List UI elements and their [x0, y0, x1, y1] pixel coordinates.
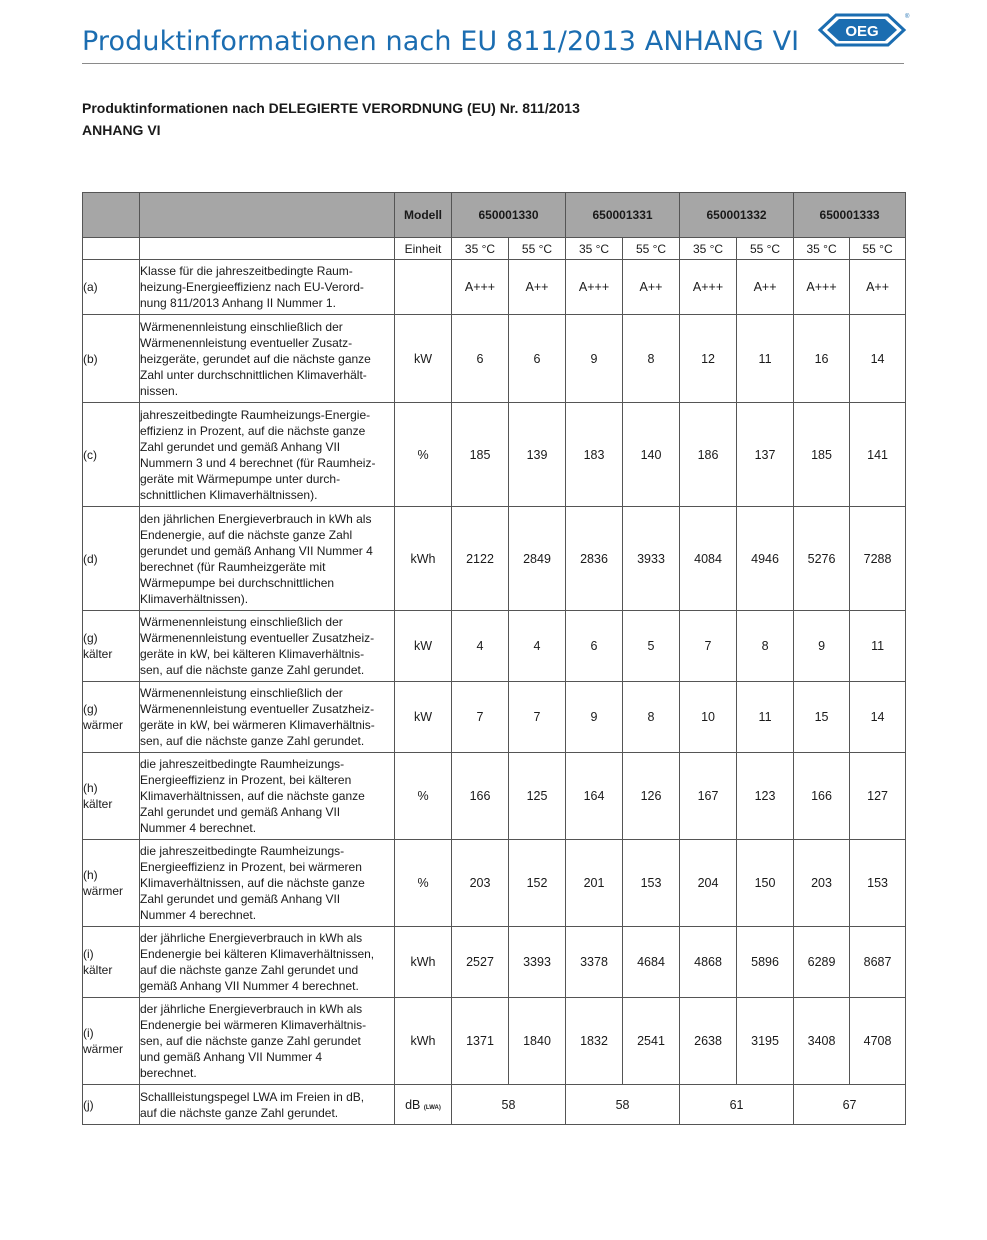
document-subtitle: [82, 97, 580, 141]
temperature-label: 55 °C: [509, 238, 566, 260]
row-code: (i): [83, 1026, 94, 1040]
value-cell: 1832: [566, 998, 623, 1085]
row-code-cell: [83, 507, 140, 611]
row-climate-label: kälter: [83, 963, 113, 977]
value-cell: 7288: [850, 507, 906, 611]
value-cell: 2849: [509, 507, 566, 611]
row-code: (h): [83, 868, 98, 882]
value-cell: 8: [623, 682, 680, 753]
header-blank-cell: [83, 193, 140, 238]
row-unit-subscript: (LWA): [423, 1104, 441, 1111]
subtitle-line-2: ANHANG VI: [82, 122, 161, 138]
row-climate-label: wärmer: [83, 1042, 124, 1056]
value-cell: 16: [794, 315, 850, 403]
row-code: (g): [83, 702, 98, 716]
row-code-cell: [83, 611, 140, 682]
value-cell: 137: [737, 403, 794, 507]
value-cell: 5: [623, 611, 680, 682]
row-unit-cell: [395, 1085, 452, 1125]
row-code-cell: [83, 927, 140, 998]
row-code: (h): [83, 781, 98, 795]
blank-cell: [83, 238, 140, 260]
value-cell: 4684: [623, 927, 680, 998]
value-cell: 166: [452, 753, 509, 840]
value-cell: 4: [509, 611, 566, 682]
table-row: [83, 611, 906, 682]
value-cell: 58: [452, 1085, 566, 1125]
row-code-cell: [83, 998, 140, 1085]
row-description: jahreszeitbedingte Raumheizungs-Energie- effizienz in Prozent, auf die nächste ganze Zahl gerundet und gemäß Anhang VII Nummern 3 und 4 berechnet (für Raumheiz- geräte mit Wärmepumpe unter durch- schnittlichen Klimaverhältnissen).: [140, 403, 395, 507]
model-number: 650001333: [794, 193, 906, 238]
value-cell: 153: [623, 840, 680, 927]
value-cell: 15: [794, 682, 850, 753]
value-cell: 11: [737, 315, 794, 403]
row-code: (c): [83, 447, 97, 462]
value-cell: 164: [566, 753, 623, 840]
value-cell: 4708: [850, 998, 906, 1085]
table-row: [83, 682, 906, 753]
row-code: (d): [83, 551, 98, 566]
value-cell: 14: [850, 682, 906, 753]
header-divider: [82, 63, 904, 64]
product-info-table: [82, 192, 906, 1125]
row-code: (b): [83, 351, 98, 366]
row-description: die jahreszeitbedingte Raumheizungs- Energieeffizienz in Prozent, bei wärmeren Klimaverhältnissen, auf die nächste ganze Zahl gerundet und gemäß Anhang VII Nummer 4 berechnet.: [140, 840, 395, 927]
row-description: die jahreszeitbedingte Raumheizungs- Energieeffizienz in Prozent, bei kälteren Klimaverhältnissen, auf die nächste ganze Zahl gerundet und gemäß Anhang VII Nummer 4 berechnet.: [140, 753, 395, 840]
row-code: (g): [83, 631, 98, 645]
value-cell: 61: [680, 1085, 794, 1125]
value-cell: 8687: [850, 927, 906, 998]
value-cell: 3933: [623, 507, 680, 611]
temperature-row: [83, 238, 906, 260]
row-unit: %: [395, 403, 452, 507]
value-cell: A++: [509, 260, 566, 315]
value-cell: 167: [680, 753, 737, 840]
table-row: [83, 507, 906, 611]
value-cell: 6: [452, 315, 509, 403]
value-cell: 1840: [509, 998, 566, 1085]
row-unit: kWh: [395, 998, 452, 1085]
value-cell: 58: [566, 1085, 680, 1125]
row-code-cell: [83, 753, 140, 840]
value-cell: 127: [850, 753, 906, 840]
temperature-label: 35 °C: [794, 238, 850, 260]
value-cell: 7: [509, 682, 566, 753]
row-description: Schallleistungspegel LWA im Freien in dB, auf die nächste ganze Zahl gerundet.: [140, 1085, 395, 1125]
row-climate-label: wärmer: [83, 718, 124, 732]
value-cell: A+++: [566, 260, 623, 315]
row-description: der jährliche Energieverbrauch in kWh als Endenergie bei kälteren Klimaverhältnissen, auf die nächste ganze Zahl gerundet und gemäß Anhang VII Nummer 4 berechnet.: [140, 927, 395, 998]
value-cell: 6: [509, 315, 566, 403]
value-cell: 11: [737, 682, 794, 753]
row-description: Wärmenennleistung einschließlich der Wärmenennleistung eventueller Zusatz- heizgeräte, gerundet auf die nächste ganze Zahl unter durchschnittlichen Klimaverhält- nissen.: [140, 315, 395, 403]
value-cell: 201: [566, 840, 623, 927]
table-row: [83, 403, 906, 507]
row-unit: %: [395, 840, 452, 927]
table-row: [83, 753, 906, 840]
oeg-logo: [816, 12, 908, 48]
model-number: 650001332: [680, 193, 794, 238]
value-cell: 9: [566, 682, 623, 753]
value-cell: A+++: [794, 260, 850, 315]
value-cell: 5276: [794, 507, 850, 611]
value-cell: 125: [509, 753, 566, 840]
value-cell: 152: [509, 840, 566, 927]
value-cell: 6289: [794, 927, 850, 998]
table-row: [83, 315, 906, 403]
row-code-cell: [83, 403, 140, 507]
subtitle-line-1: Produktinformationen nach DELEGIERTE VERORDNUNG (EU) Nr. 811/2013: [82, 100, 580, 116]
value-cell: 4946: [737, 507, 794, 611]
row-climate-label: wärmer: [83, 884, 124, 898]
temperature-label: 55 °C: [737, 238, 794, 260]
value-cell: 14: [850, 315, 906, 403]
value-cell: 1371: [452, 998, 509, 1085]
value-cell: 186: [680, 403, 737, 507]
value-cell: 11: [850, 611, 906, 682]
row-climate-label: kälter: [83, 647, 113, 661]
row-unit: kW: [395, 315, 452, 403]
row-climate-label: kälter: [83, 797, 113, 811]
row-unit: kW: [395, 611, 452, 682]
unit-label: Einheit: [395, 238, 452, 260]
logo-registered-mark: ®: [905, 14, 910, 20]
value-cell: 4084: [680, 507, 737, 611]
value-cell: 4868: [680, 927, 737, 998]
row-description: Klasse für die jahreszeitbedingte Raum- heizung-Energieeffizienz nach EU-Verord- nung 811/2013 Anhang II Nummer 1.: [140, 260, 395, 315]
value-cell: 8: [623, 315, 680, 403]
value-cell: 6: [566, 611, 623, 682]
model-number: 650001330: [452, 193, 566, 238]
value-cell: 2527: [452, 927, 509, 998]
row-code-cell: [83, 260, 140, 315]
value-cell: 3378: [566, 927, 623, 998]
value-cell: 4: [452, 611, 509, 682]
value-cell: 12: [680, 315, 737, 403]
row-unit: kW: [395, 682, 452, 753]
row-code-cell: [83, 682, 140, 753]
value-cell: 150: [737, 840, 794, 927]
value-cell: 185: [794, 403, 850, 507]
row-code-cell: [83, 840, 140, 927]
value-cell: 8: [737, 611, 794, 682]
page-title: Produktinformationen nach EU 811/2013 ANHANG VI: [82, 26, 800, 57]
value-cell: 3408: [794, 998, 850, 1085]
table-row: [83, 260, 906, 315]
temperature-label: 35 °C: [680, 238, 737, 260]
row-unit: [395, 260, 452, 315]
row-code: (j): [83, 1085, 140, 1125]
value-cell: 204: [680, 840, 737, 927]
row-description: Wärmenennleistung einschließlich der Wärmenennleistung eventueller Zusatzheiz- geräte in kW, bei wärmeren Klimaverhältnis- sen, auf die nächste ganze Zahl gerundet.: [140, 682, 395, 753]
table-row: [83, 998, 906, 1085]
row-description: Wärmenennleistung einschließlich der Wärmenennleistung eventueller Zusatzheiz- geräte in kW, bei kälteren Klimaverhältnis- sen, auf die nächste ganze Zahl gerundet.: [140, 611, 395, 682]
temperature-label: 35 °C: [452, 238, 509, 260]
value-cell: 153: [850, 840, 906, 927]
value-cell: 3195: [737, 998, 794, 1085]
value-cell: 9: [794, 611, 850, 682]
value-cell: 123: [737, 753, 794, 840]
value-cell: 9: [566, 315, 623, 403]
temperature-label: 55 °C: [623, 238, 680, 260]
value-cell: 10: [680, 682, 737, 753]
value-cell: 126: [623, 753, 680, 840]
blank-cell: [140, 238, 395, 260]
value-cell: 2541: [623, 998, 680, 1085]
value-cell: 67: [794, 1085, 906, 1125]
value-cell: 2836: [566, 507, 623, 611]
value-cell: 5896: [737, 927, 794, 998]
value-cell: 141: [850, 403, 906, 507]
row-unit: dB: [405, 1097, 421, 1112]
row-code: (a): [83, 280, 98, 294]
row-description: den jährlichen Energieverbrauch in kWh als Endenergie, auf die nächste ganze Zahl gerundet und gemäß Anhang VII Nummer 4 berechnet (für Raumheizgeräte mit Wärmepumpe bei durchschnittlichen Klimaverhältnissen).: [140, 507, 395, 611]
row-unit: kWh: [395, 507, 452, 611]
value-cell: 166: [794, 753, 850, 840]
value-cell: 203: [794, 840, 850, 927]
value-cell: 7: [452, 682, 509, 753]
table-row: [83, 840, 906, 927]
header-blank-cell: [140, 193, 395, 238]
row-code-cell: [83, 315, 140, 403]
value-cell: 140: [623, 403, 680, 507]
value-cell: A++: [850, 260, 906, 315]
value-cell: 2122: [452, 507, 509, 611]
row-description: der jährliche Energieverbrauch in kWh als Endenergie bei wärmeren Klimaverhältnis- sen, auf die nächste ganze Zahl gerundet und gemäß Anhang VII Nummer 4 berechnet.: [140, 998, 395, 1085]
value-cell: 7: [680, 611, 737, 682]
model-number: 650001331: [566, 193, 680, 238]
row-code: (i): [83, 947, 94, 961]
temperature-label: 35 °C: [566, 238, 623, 260]
row-unit: %: [395, 753, 452, 840]
temperature-label: 55 °C: [850, 238, 906, 260]
table-row: [83, 927, 906, 998]
model-label: Modell: [395, 193, 452, 238]
value-cell: 139: [509, 403, 566, 507]
model-header-row: [83, 193, 906, 238]
value-cell: A+++: [452, 260, 509, 315]
value-cell: 185: [452, 403, 509, 507]
logo-text: OEG: [845, 23, 879, 40]
value-cell: 203: [452, 840, 509, 927]
row-unit: kWh: [395, 927, 452, 998]
value-cell: A+++: [680, 260, 737, 315]
table-row-sound-level: [83, 1085, 906, 1125]
value-cell: A++: [737, 260, 794, 315]
value-cell: 2638: [680, 998, 737, 1085]
value-cell: A++: [623, 260, 680, 315]
value-cell: 183: [566, 403, 623, 507]
value-cell: 3393: [509, 927, 566, 998]
